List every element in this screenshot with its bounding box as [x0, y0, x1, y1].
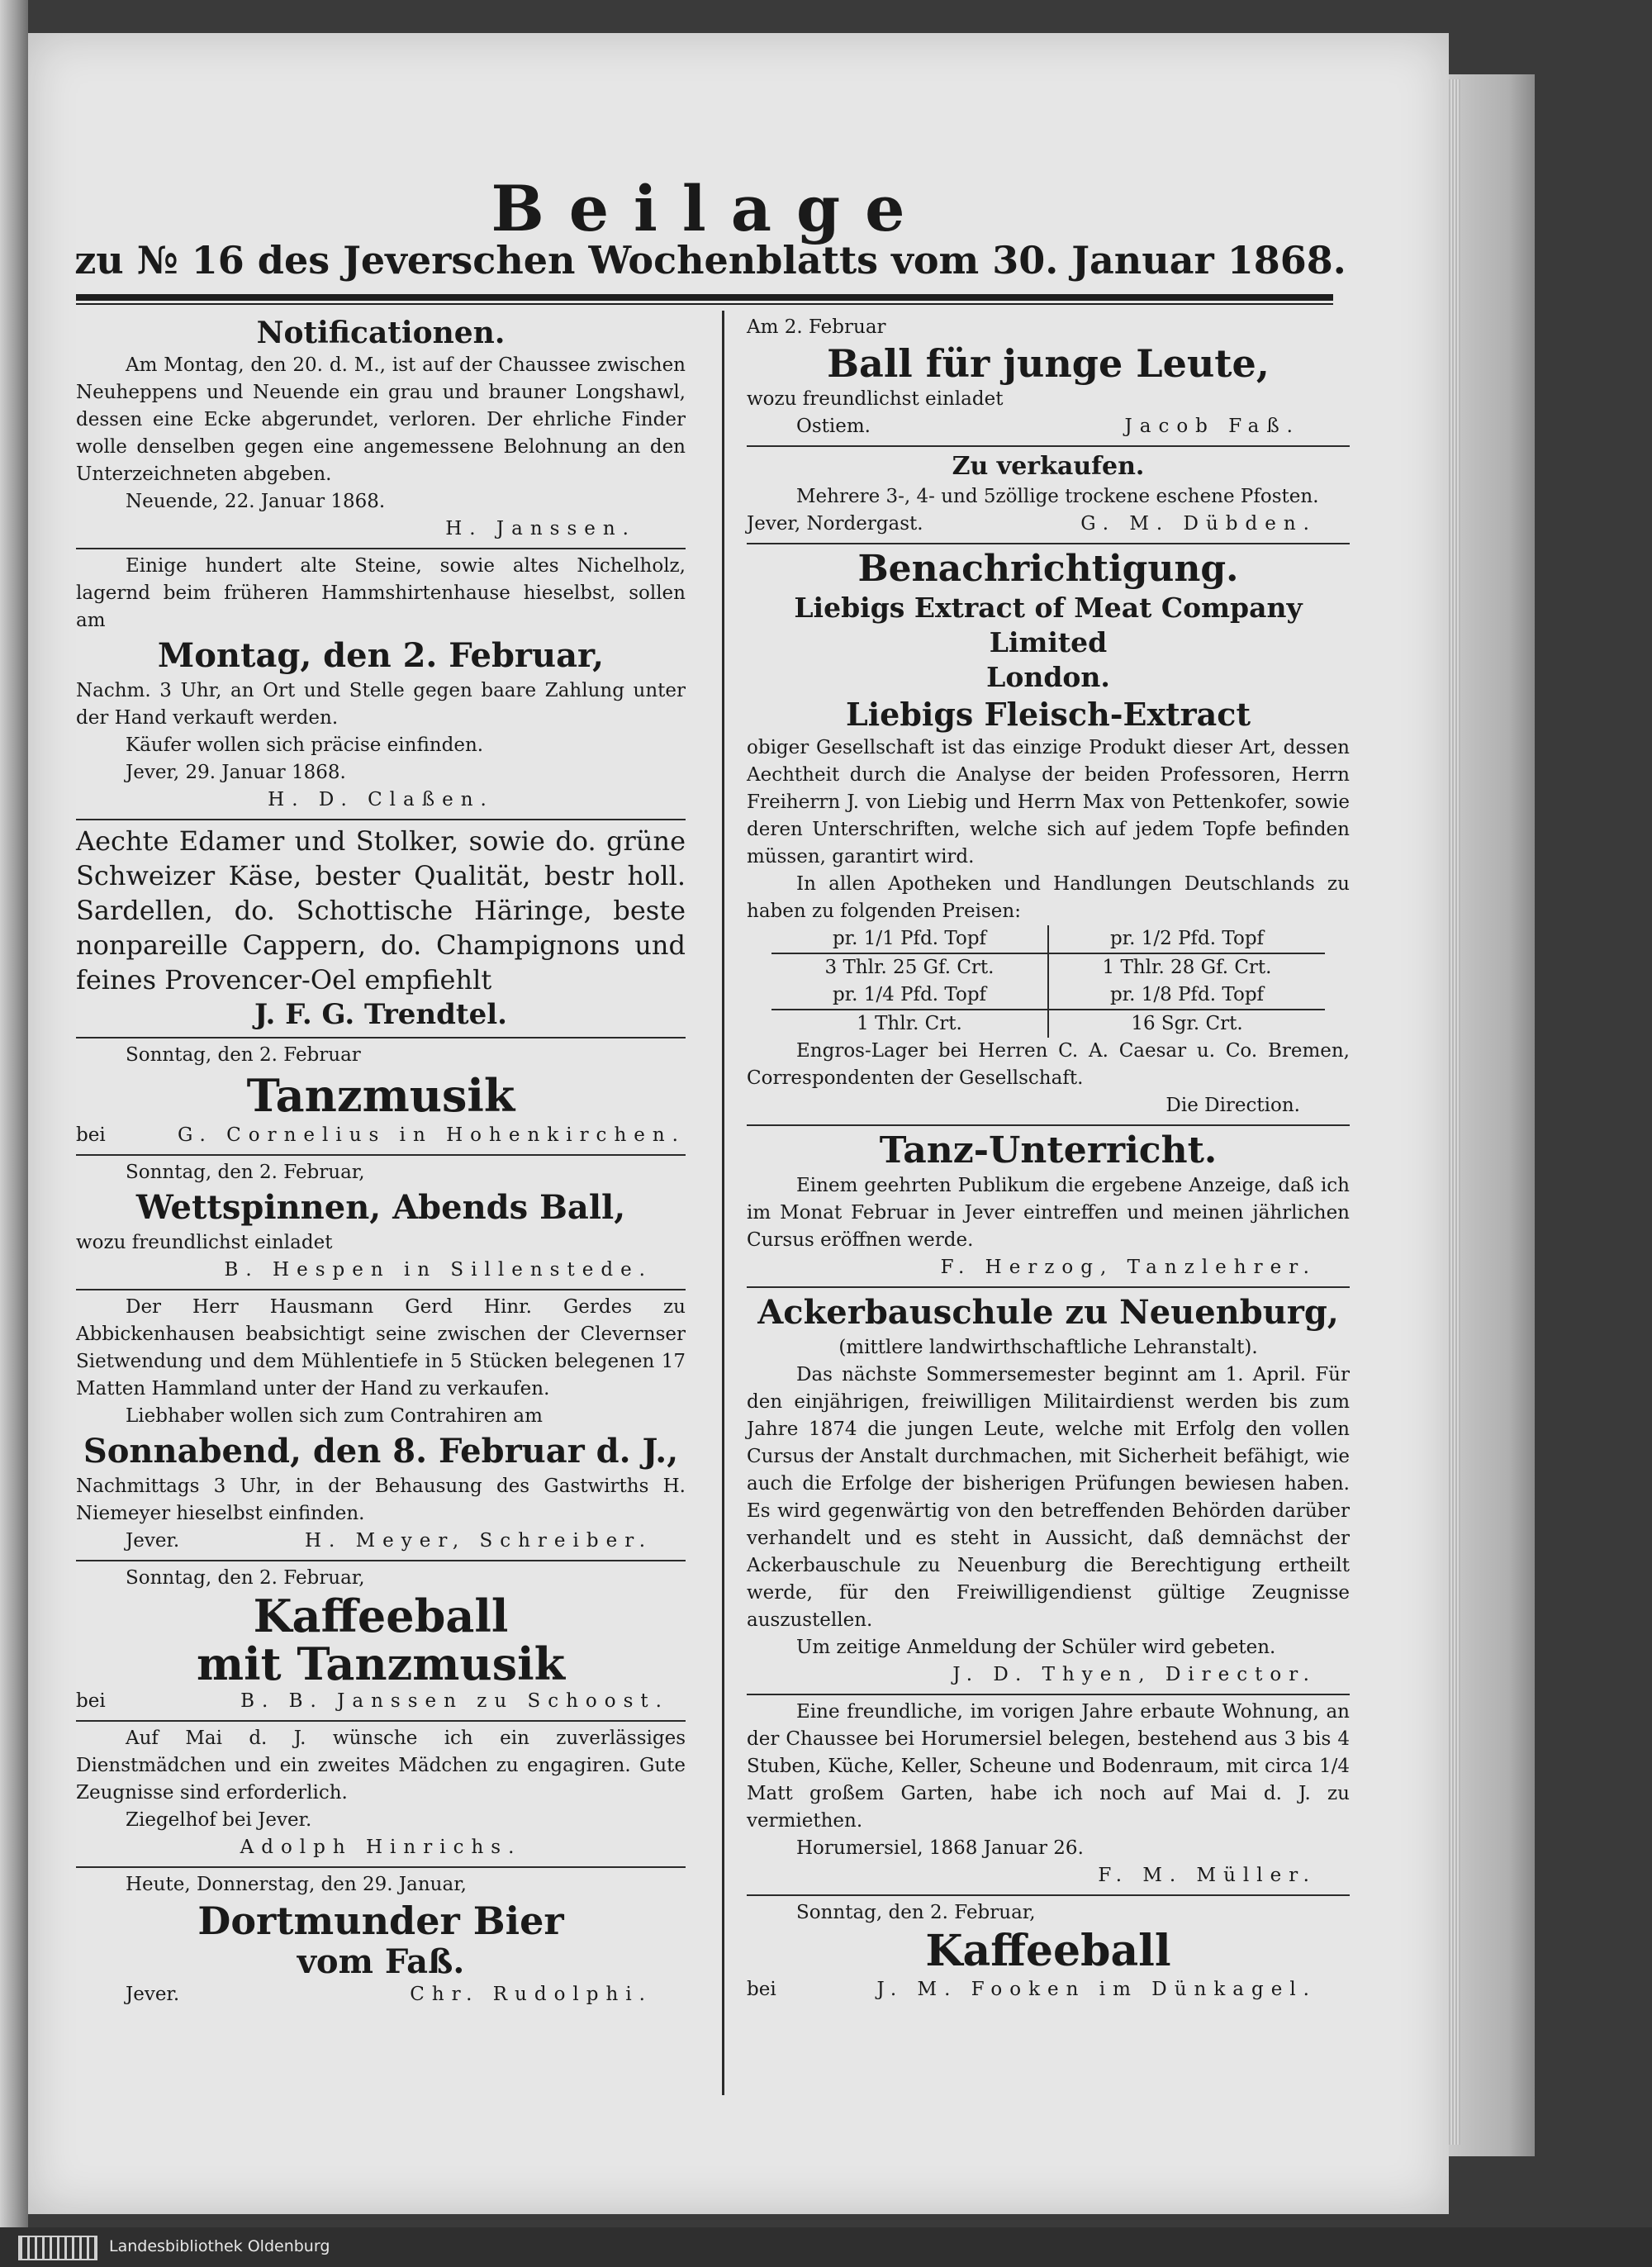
notice-title: mit Tanzmusik: [196, 1637, 566, 1690]
library-footer: [0, 2227, 1652, 2267]
notice-signature: Jacob Faß.: [1124, 416, 1300, 437]
notice-subtitle: (mittlere landwirthschaftliche Lehranstalt).: [838, 1337, 1258, 1358]
notice-place: B. B. Janssen zu Schoost.: [240, 1690, 669, 1712]
notice-place: Ostiem.: [796, 416, 871, 437]
title-rule-thin: [76, 303, 1333, 305]
notice-footer: [76, 1528, 686, 1555]
title-rule: [76, 294, 1333, 301]
notice-coffee-ball: [76, 1561, 686, 1722]
notice-date: Neuende, 22. Januar 1868.: [126, 491, 386, 512]
price-value: 1 Thlr. Crt.: [857, 1013, 962, 1034]
bei-label: bei: [76, 1690, 106, 1712]
notice-place: Jever.: [126, 1530, 180, 1552]
notice-body: Auf Mai d. J. wünsche ich ein zuverlässiges Dienstmädchen und ein zweites Mädchen zu engagiren. Gute Zeugnisse sind erforderlich.: [76, 1728, 686, 1804]
notice-subtitle: vom Faß.: [297, 1942, 465, 1981]
notice-signature: H. Janssen.: [445, 518, 636, 539]
price-size: pr. 1/2 Pfd. Topf: [1049, 925, 1325, 954]
page-title: Beilage: [491, 172, 930, 245]
notice-date: Am 2. Februar: [747, 316, 886, 338]
price-column: [1047, 925, 1325, 1038]
notice-spinning: [76, 1156, 686, 1290]
notice-title: Zu verkaufen.: [952, 452, 1145, 481]
notice-title: Ball für junge Leute,: [827, 341, 1270, 386]
price-column: [771, 925, 1047, 1038]
library-name: Landesbibliothek Oldenburg: [109, 2237, 330, 2255]
notice-stones: [76, 549, 686, 820]
price-value: 3 Thlr. 25 Gf. Crt.: [824, 957, 995, 978]
notice-cheese: [76, 820, 686, 1038]
company-city: London.: [986, 661, 1110, 693]
notice-date-highlight: Montag, den 2. Februar,: [157, 636, 605, 675]
notice-title: Wettspinnen, Abends Ball,: [135, 1188, 626, 1227]
price-value: 16 Sgr. Crt.: [1131, 1013, 1243, 1034]
notice-date: Sonntag, den 2. Februar,: [126, 1567, 365, 1589]
notice-dance-music: [76, 1038, 686, 1156]
price-size: pr. 1/4 Pfd. Topf: [771, 981, 1047, 1010]
notice-title: Kaffeeball: [925, 1926, 1171, 1976]
notice-body: Nachm. 3 Uhr, an Ort und Stelle gegen baare Zahlung unter der Hand verkauft werden.: [76, 680, 686, 729]
notice-signature: B. Hespen in Sillenstede.: [224, 1259, 653, 1281]
notice-invite: wozu freundlichst einladet: [747, 388, 1004, 410]
notice-date: Sonntag, den 2. Februar: [126, 1044, 361, 1066]
notice-body: Der Herr Hausmann Gerd Hinr. Gerdes zu Abbickenhausen beabsichtigt seine zwischen der Clevernser Sietwendung und dem Mühlentiefe in 5 Stücken belegenen 17 Matten Hammland unter der Hand zu verkaufen.: [76, 1296, 686, 1400]
notice-signature: G. M. Dübden.: [1080, 513, 1317, 535]
notice-agri-school: [747, 1288, 1350, 1695]
notice-body: Käufer wollen sich präcise einfinden.: [126, 734, 484, 756]
notice-date: Sonntag, den 2. Februar,: [796, 1902, 1036, 1923]
notice-date: Horumersiel, 1868 Januar 26.: [796, 1837, 1084, 1859]
notice-signature: H. Meyer, Schreiber.: [304, 1530, 653, 1552]
notice-body: Mehrere 3-, 4- und 5zöllige trockene eschene Pfosten.: [796, 486, 1319, 507]
notice-title: Benachrichtigung.: [857, 548, 1239, 590]
notice-youth-ball: [747, 311, 1350, 447]
column-divider: [722, 311, 724, 2095]
notice-title: Tanzmusik: [246, 1069, 515, 1122]
notice-signature: H. D. Claßen.: [268, 789, 494, 810]
notice-title: Notificationen.: [256, 316, 506, 350]
notice-date: Sonntag, den 2. Februar,: [126, 1162, 365, 1183]
notice-date: Jever, 29. Januar 1868.: [126, 762, 346, 783]
notice-signature: J. D. Thyen, Director.: [952, 1664, 1317, 1685]
notice-place: Jever, Nordergast.: [747, 513, 923, 535]
price-value: 1 Thlr. 28 Gf. Crt.: [1102, 957, 1272, 978]
notice-footer: [747, 1976, 1350, 2003]
notice-signature: F. Herzog, Tanzlehrer.: [940, 1257, 1317, 1278]
notice-footer: [76, 1688, 686, 1715]
bei-label: bei: [76, 1124, 106, 1146]
notice-body: Einige hundert alte Steine, sowie altes Nichelholz, lagernd beim früheren Hammshirtenhause hieselbst, sollen am: [76, 555, 686, 631]
notice-body: Das nächste Sommersemester beginnt am 1. April. Für den einjährigen, freiwilligen Militairdienst werden bis zum Jahre 1874 die jungen Leute, welche mit Erfolg den vollen Cursus der Anstalt durchmachen, mit Sicherheit befähigt, wie auch die Erfolge der bisherigen Prüfungen bewiesen haben. Es wird gegenwärtig von den betreffenden Behörden darüber verhandelt und es steht in Aussicht, daß demnächst der Ackerbauschule zu Neuenburg die Berechtigung ertheilt werde, für den Freiwilligendienst gültige Zeugnisse auszustellen.: [747, 1364, 1350, 1631]
notice-footer: [76, 1981, 686, 2008]
notice-title: Kaffeeball: [253, 1590, 509, 1642]
page-edge: [1449, 74, 1535, 2156]
notice-notifications: [76, 311, 686, 549]
notice-place: Ziegelhof bei Jever.: [126, 1809, 312, 1831]
price-size: pr. 1/1 Pfd. Topf: [771, 925, 1047, 954]
company-name: Liebigs Extract of Meat Company Limited: [794, 592, 1303, 658]
notice-signature: J. F. G. Trendtel.: [254, 998, 507, 1031]
notice-body: Engros-Lager bei Herren C. A. Caesar u. Co. Bremen, Correspondenten der Gesellschaft.: [747, 1040, 1350, 1089]
notice-footer: [747, 511, 1350, 538]
price-size: pr. 1/8 Pfd. Topf: [1049, 981, 1325, 1010]
notice-signature: Adolph Hinrichs.: [240, 1837, 522, 1858]
notice-body: Eine freundliche, im vorigen Jahre erbaute Wohnung, an der Chaussee bei Horumersiel belegen, bestehend aus 3 bis 4 Stuben, Küche, Keller, Scheune und Bodenraum, mit circa 1/4 Matt großem Garten, habe ich noch auf Mai d. J. zu vermiethen.: [747, 1701, 1350, 1832]
right-column: [747, 311, 1350, 2008]
notice-body: Am Montag, den 20. d. M., ist auf der Chaussee zwischen Neuheppens und Neuende ein grau und brauner Longshawl, dessen eine Ecke abgerundet, verloren. Der ehrliche Finder wolle denselben gegen eine angemessene Belohnung an den Unterzeichneten abgeben.: [76, 354, 686, 485]
notice-body: Liebhaber wollen sich zum Contrahiren am: [126, 1405, 543, 1427]
notice-body: obiger Gesellschaft ist das einzige Produkt dieser Art, dessen Aechtheit durch die Analyse der beiden Professoren, Herrn Freiherrn J. von Liebig und Herrn Max von Pettenkofer, sowie deren Unterschriften, welche sich auf jedem Topfe befinden müssen, garantirt wird.: [747, 737, 1350, 867]
notice-body: Einem geehrten Publikum die ergebene Anzeige, daß ich im Monat Februar in Jever eintreffen und meinen jährlichen Cursus eröffnen werde.: [747, 1175, 1350, 1251]
notice-place: G. Cornelius in Hohenkirchen.: [177, 1124, 686, 1146]
binding-strip: [0, 0, 28, 2267]
notice-body: Nachmittags 3 Uhr, in der Behausung des Gastwirths H. Niemeyer hieselbst einfinden.: [76, 1476, 686, 1524]
notice-title: Tanz-Unterricht.: [879, 1129, 1218, 1172]
notice-dance-lessons: [747, 1126, 1350, 1288]
notice-liebig: [747, 544, 1350, 1126]
notice-body: Um zeitige Anmeldung der Schüler wird gebeten.: [796, 1637, 1276, 1658]
notice-footer: [76, 1122, 686, 1149]
notice-coffee-ball-2: [747, 1896, 1350, 2008]
library-logo-icon: [18, 2236, 97, 2260]
notice-invite: wozu freundlichst einladet: [76, 1232, 333, 1253]
notice-title: Ackerbauschule zu Neuenburg,: [757, 1293, 1339, 1332]
page-subtitle: zu № 16 des Jeverschen Wochenblatts vom 30. Januar 1868.: [74, 238, 1346, 283]
notice-land-sale: [76, 1290, 686, 1561]
notice-body: In allen Apotheken und Handlungen Deutschlands zu haben zu folgenden Preisen:: [747, 873, 1350, 922]
notice-date: Heute, Donnerstag, den 29. Januar,: [126, 1874, 467, 1895]
notice-maid: [76, 1722, 686, 1868]
notice-apartment: [747, 1695, 1350, 1896]
notice-signature: Die Direction.: [1165, 1095, 1300, 1116]
notice-signature: Chr. Rudolphi.: [410, 1984, 653, 2005]
bei-label: bei: [747, 1979, 776, 2000]
notice-place: Jever.: [126, 1984, 180, 2005]
product-name: Liebigs Fleisch-Extract: [846, 696, 1251, 733]
notice-place: J. M. Fooken im Dünkagel.: [876, 1979, 1317, 2000]
price-table: [771, 925, 1325, 1038]
notice-signature: F. M. Müller.: [1098, 1865, 1317, 1886]
left-column: [76, 311, 686, 2013]
notice-title: Dortmunder Bier: [197, 1899, 564, 1943]
notice-beer: [76, 1868, 686, 2013]
notice-for-sale: [747, 447, 1350, 544]
notice-footer: [747, 413, 1350, 440]
notice-body: Aechte Edamer und Stolker, sowie do. grüne Schweizer Käse, bester Qualität, bestr holl. Sardellen, do. Schottische Häringe, beste nonpareille Cappern, do. Champignons und feines Provencer-Oel empfiehlt: [76, 825, 686, 996]
notice-date-highlight: Sonnabend, den 8. Februar d. J.,: [83, 1432, 679, 1471]
